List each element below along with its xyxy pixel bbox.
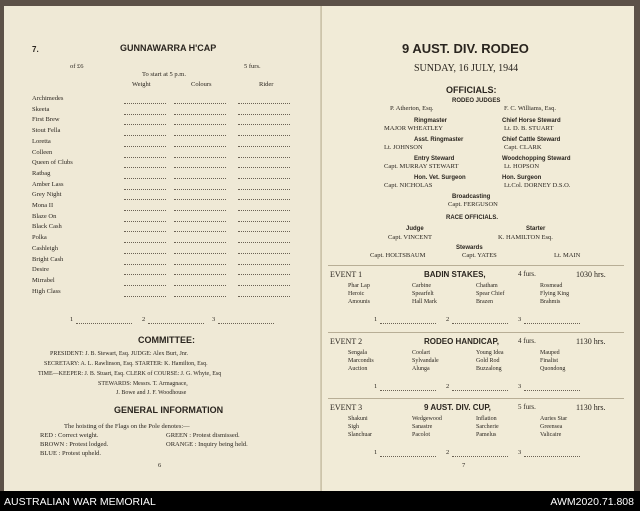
place-line	[524, 456, 580, 457]
horse-name: Colleen	[32, 148, 53, 156]
race-distance: 5 furs.	[244, 63, 261, 70]
event-label: EVENT 1	[330, 270, 363, 279]
steward-name: Capt. YATES	[462, 252, 497, 259]
official-name: Lt. D. B. STUART	[504, 125, 554, 132]
entrant-name: Mauped	[540, 350, 560, 356]
entrant-name: Hall Mark	[412, 299, 437, 305]
committee-line: PRESIDENT: J. B. Stewart, Esq. JUDGE: Alex Burt, Jnr.	[50, 351, 189, 357]
place-label-3: 3	[212, 316, 216, 323]
horse-name: Cashleigh	[32, 244, 58, 252]
entrant-name: Gold Rod	[476, 358, 500, 364]
column-weight: Weight	[132, 81, 151, 88]
colours-blank	[174, 285, 226, 286]
entrant-name: Inflation	[476, 416, 497, 422]
rodeo-judges-title: RODEO JUDGES	[452, 98, 501, 104]
place-label: 2	[446, 449, 450, 456]
colours-blank	[174, 264, 226, 265]
column-rider: Rider	[259, 81, 274, 88]
program-booklet	[4, 6, 634, 491]
colours-blank	[174, 178, 226, 179]
weight-blank	[124, 210, 166, 211]
steward-name: Lt. MAIN	[554, 252, 581, 259]
event-distance: 4 furs.	[518, 270, 536, 278]
entrant-name: Flying King	[540, 291, 570, 297]
place-line	[380, 323, 436, 324]
entrant-name: Heroic	[348, 291, 365, 297]
committee-line: TIME—KEEPER: J. B. Stuart, Esq. CLERK of COURSE: J. G. Whyte, Esq	[38, 371, 222, 377]
rider-blank	[238, 167, 290, 168]
judge-role: Judge	[406, 226, 424, 232]
entrant-name: Sanastre	[412, 424, 433, 430]
steward-name: Capt. HOLTSBAUM	[370, 252, 426, 259]
colours-blank	[174, 146, 226, 147]
prize-money: of £6	[70, 63, 84, 70]
event-divider	[328, 332, 624, 333]
rider-blank	[238, 264, 290, 265]
column-colours: Colours	[191, 81, 212, 88]
rodeo-date: SUNDAY, 16 JULY, 1944	[414, 63, 519, 74]
colours-blank	[174, 210, 226, 211]
race-title: GUNNAWARRA H'CAP	[120, 43, 217, 53]
rodeo-judge-a: P. Atherton, Esq.	[390, 105, 434, 112]
rider-blank	[238, 231, 290, 232]
place-line-1	[76, 323, 132, 324]
archive-footer	[0, 491, 640, 511]
starter-role: Starter	[526, 226, 546, 232]
place-label: 1	[374, 383, 378, 390]
officials-title: OFFICIALS:	[446, 85, 497, 95]
event-distance: 4 furs.	[518, 337, 536, 345]
entrant-name: Spearfelt	[412, 291, 434, 297]
flag-brown: BROWN : Protest lodged.	[40, 441, 109, 448]
weight-blank	[124, 221, 166, 222]
entrant-name: Sarcherie	[476, 424, 499, 430]
horse-name: Mona II	[32, 202, 54, 209]
horse-name: Ratbag	[32, 169, 51, 177]
page-number-right: 7	[462, 462, 466, 469]
event-divider	[328, 265, 624, 266]
entrant-name: Sigh	[348, 424, 360, 430]
entrant-name: Amounis	[348, 299, 371, 305]
place-line	[452, 456, 508, 457]
weight-blank	[124, 167, 166, 168]
entrant-name: Alunga	[412, 366, 430, 372]
weight-blank	[124, 157, 166, 158]
place-line	[380, 456, 436, 457]
official-name: Lt.Col. DORNEY D.S.O.	[504, 182, 571, 189]
place-label: 2	[446, 383, 450, 390]
entrant-name: Brazen	[476, 299, 493, 305]
event-name: BADIN STAKES,	[424, 270, 486, 279]
role-title: Ringmaster	[414, 118, 448, 124]
weight-blank	[124, 242, 166, 243]
colours-blank	[174, 253, 226, 254]
role-title: Chief Horse Steward	[502, 118, 561, 124]
place-label: 3	[518, 383, 522, 390]
rider-blank	[238, 285, 290, 286]
entrant-name: Phar Lap	[348, 283, 370, 289]
role-title: Hon. Vet. Surgeon	[414, 175, 466, 181]
entrant-name: Finalist	[540, 358, 559, 364]
broadcasting-role: Broadcasting	[452, 194, 491, 200]
archive-reference: AWM2020.71.808	[550, 496, 634, 508]
rider-blank	[238, 199, 290, 200]
committee-line: SECRETARY: A. L. Rawlinson, Esq. STARTER: K. Hamilton, Esq.	[44, 361, 208, 367]
event-time: 1130 hrs.	[576, 403, 606, 412]
weight-blank	[124, 199, 166, 200]
entrant-name: Rosmead	[540, 283, 563, 289]
left-page	[4, 6, 322, 491]
entrant-name: Slanchuar	[348, 432, 372, 438]
entrant-name: Buzzalong	[476, 366, 502, 372]
colours-blank	[174, 242, 226, 243]
weight-blank	[124, 178, 166, 179]
flag-green: GREEN : Protest dismissed.	[166, 432, 240, 439]
rider-blank	[238, 210, 290, 211]
rider-blank	[238, 221, 290, 222]
rodeo-judge-b: F. C. Williams, Esq.	[504, 105, 557, 112]
rider-blank	[238, 124, 290, 125]
role-title: Woodchopping Steward	[502, 156, 571, 162]
entrant-name: Greensea	[540, 424, 563, 430]
race-number: 7.	[32, 45, 39, 54]
horse-name: Bright Cash	[32, 255, 64, 263]
colours-blank	[174, 199, 226, 200]
page-number-left: 6	[158, 462, 162, 469]
official-name: Capt. MURRAY STEWART	[384, 163, 459, 170]
weight-blank	[124, 231, 166, 232]
weight-blank	[124, 135, 166, 136]
archive-name: AUSTRALIAN WAR MEMORIAL	[4, 496, 156, 508]
horse-name: Mirrabel	[32, 276, 55, 284]
flag-blue: BLUE : Protest upheld.	[40, 450, 102, 457]
colours-blank	[174, 231, 226, 232]
weight-blank	[124, 114, 166, 115]
event-label: EVENT 2	[330, 337, 363, 346]
place-line	[524, 323, 580, 324]
weight-blank	[124, 264, 166, 265]
entrant-name: Chatham	[476, 283, 498, 289]
event-distance: 5 furs.	[518, 403, 536, 411]
entrant-name: Pacolot	[412, 432, 430, 438]
place-line	[380, 390, 436, 391]
right-page	[322, 6, 634, 491]
event-time: 1030 hrs.	[576, 270, 606, 279]
colours-blank	[174, 296, 226, 297]
colours-blank	[174, 189, 226, 190]
horse-name: High Class	[32, 287, 61, 295]
horse-name: Queen of Clubs	[32, 159, 73, 167]
place-line-3	[218, 323, 274, 324]
committee-line: J. Bowe and J. F. Woodhouse	[116, 390, 187, 396]
place-line	[452, 323, 508, 324]
weight-blank	[124, 285, 166, 286]
starter-name: K. HAMILTON Esq.	[498, 234, 553, 241]
stewards-role: Stewards	[456, 245, 483, 251]
place-line	[524, 390, 580, 391]
place-label: 3	[518, 449, 522, 456]
race-officials-title: RACE OFFICIALS.	[446, 215, 498, 221]
entrant-name: Wedgewood	[412, 416, 442, 422]
rider-blank	[238, 178, 290, 179]
event-label: EVENT 3	[330, 403, 363, 412]
horse-name: First Brew	[32, 116, 60, 124]
horse-name: Stout Fella	[32, 127, 61, 135]
horse-name: Black Cash	[32, 223, 62, 231]
colours-blank	[174, 114, 226, 115]
event-divider	[328, 398, 624, 399]
entrant-name: Brahmis	[540, 299, 561, 305]
colours-blank	[174, 103, 226, 104]
entrant-name: Sylvandale	[412, 358, 439, 364]
place-line	[452, 390, 508, 391]
flag-orange: ORANGE : Inquiry being held.	[166, 441, 248, 448]
rider-blank	[238, 242, 290, 243]
place-label: 1	[374, 449, 378, 456]
entrant-name: Carbine	[412, 283, 431, 289]
official-name: Capt. CLARK	[504, 144, 542, 151]
entrant-name: Auries Star	[540, 416, 568, 422]
weight-blank	[124, 253, 166, 254]
colours-blank	[174, 135, 226, 136]
rider-blank	[238, 274, 290, 275]
official-name: Lt. HOPSON	[504, 163, 540, 170]
weight-blank	[124, 146, 166, 147]
entrant-name: Sengala	[348, 350, 367, 356]
entrant-name: Quondong	[540, 366, 566, 372]
general-info-title: GENERAL INFORMATION	[114, 405, 224, 415]
broadcasting-name: Capt. FERGUSON	[448, 201, 498, 208]
rider-blank	[238, 253, 290, 254]
colours-blank	[174, 124, 226, 125]
rider-blank	[238, 114, 290, 115]
colours-blank	[174, 157, 226, 158]
event-time: 1130 hrs.	[576, 337, 606, 346]
weight-blank	[124, 189, 166, 190]
horse-name: Blaze On	[32, 212, 57, 220]
committee-title: COMMITTEE:	[138, 335, 195, 345]
place-label-1: 1	[70, 316, 74, 323]
start-time: To start at 5 p.m.	[142, 71, 186, 78]
flag-red: RED : Correct weight.	[40, 432, 99, 439]
horse-name: Polka	[32, 234, 47, 242]
weight-blank	[124, 274, 166, 275]
official-name: MAJOR WHEATLEY	[384, 125, 443, 132]
horse-name: Archimedes	[32, 95, 64, 102]
committee-line: STEWARDS: Messrs. T. Armagnace,	[98, 381, 188, 387]
horse-name: Skeeta	[32, 105, 50, 113]
horse-name: Amber Lass	[32, 180, 64, 188]
horse-name: Desire	[32, 266, 49, 274]
official-name: Lt. JOHNSON	[384, 144, 423, 151]
rider-blank	[238, 157, 290, 158]
weight-blank	[124, 296, 166, 297]
horse-name: Grey Night	[32, 191, 62, 199]
colours-blank	[174, 274, 226, 275]
event-name: 9 AUST. DIV. CUP,	[424, 403, 491, 412]
rider-blank	[238, 146, 290, 147]
entrant-name: Marcondis	[348, 358, 374, 364]
rider-blank	[238, 189, 290, 190]
judge-name: Capt. VINCENT	[388, 234, 432, 241]
flags-intro: The hoisting of the Flags on the Pole denotes:—	[64, 423, 190, 430]
place-label: 3	[518, 316, 522, 323]
rider-blank	[238, 103, 290, 104]
weight-blank	[124, 103, 166, 104]
place-label: 2	[446, 316, 450, 323]
entrant-name: Valicaire	[540, 432, 562, 438]
official-name: Capt. NICHOLAS	[384, 182, 433, 189]
place-line-2	[148, 323, 204, 324]
rodeo-title: 9 AUST. DIV. RODEO	[402, 41, 529, 56]
role-title: Asst. Ringmaster	[414, 137, 464, 143]
entrant-name: Shakuni	[348, 416, 368, 422]
entrant-name: Young Idea	[476, 350, 504, 356]
event-name: RODEO HANDICAP,	[424, 337, 499, 346]
colours-blank	[174, 221, 226, 222]
role-title: Hon. Surgeon	[502, 175, 542, 181]
horse-name: Loretta	[32, 137, 51, 145]
entrant-name: Coolart	[412, 350, 430, 356]
role-title: Chief Cattle Steward	[502, 137, 561, 143]
entrant-name: Spear Chief	[476, 291, 505, 297]
entrant-name: Pamelus	[476, 432, 497, 438]
rider-blank	[238, 135, 290, 136]
role-title: Entry Steward	[414, 156, 455, 162]
colours-blank	[174, 167, 226, 168]
rider-blank	[238, 296, 290, 297]
place-label: 1	[374, 316, 378, 323]
place-label-2: 2	[142, 316, 146, 323]
weight-blank	[124, 124, 166, 125]
entrant-name: Auction	[348, 366, 368, 372]
